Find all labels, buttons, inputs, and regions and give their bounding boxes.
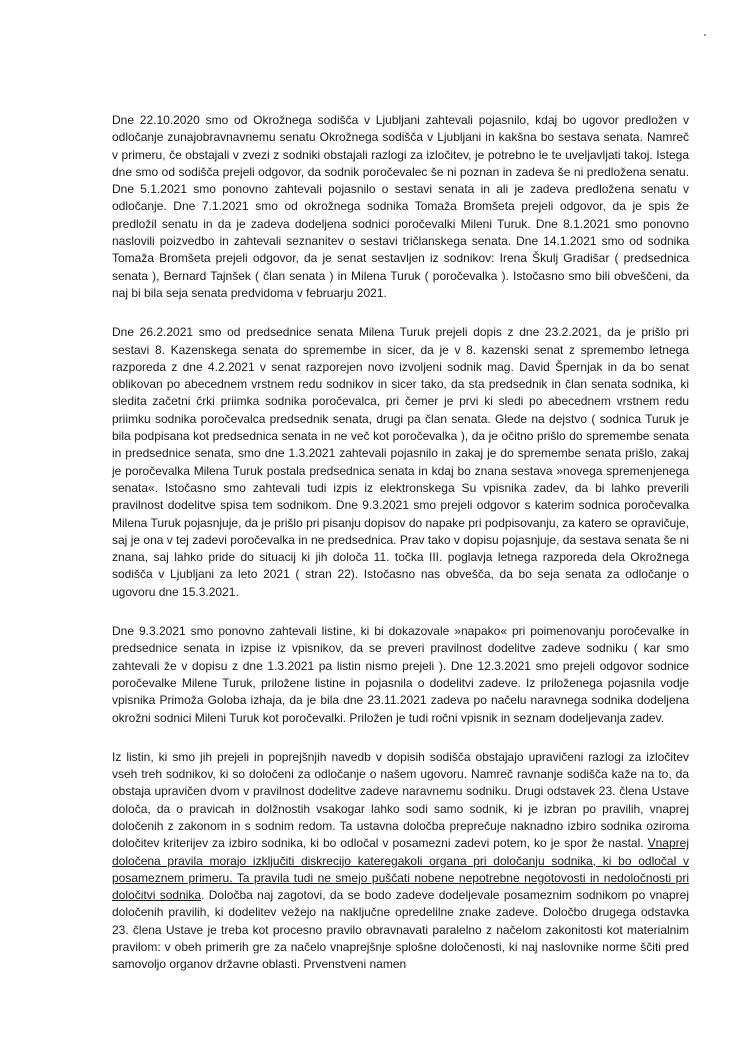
paragraph-4 bbox=[112, 749, 689, 974]
paragraph-1: Dne 22.10.2020 smo od Okrožnega sodišča v Ljubljani zahtevali pojasnilo, kdaj bo ugovor predložen v odločanje zunajobravnavnemu senatu Okrožnega sodišča v Ljubljani in kakšna bo sestava senata. Namreč v primeru, če obstajali v zvezi z sodniki obstajali razlogi za izločitev, je potrebno le te uveljavljati takoj. Istega dne smo od sodišča prejeli odgovor, da sodnik poročevalec še ni poznan in zadeva še ni predložena senatu. Dne 5.1.2021 smo ponovno zahtevali pojasnilo o sestavi senata in ali je zadeva predložena senatu v odločanje. Dne 7.1.2021 smo od okrožnega sodnika Tomaža Bromšeta prejeli odgovor, da je spis že predložil senatu in da je zadeva dodeljena sodnici poročevalki Mileni Turuk. Dne 8.1.2021 smo ponovno naslovili poizvedbo in zahtevali seznanitev o sestavi tričlanskega senata. Dne 14.1.2021 smo od sodnika Tomaža Bromšeta prejeli odgovor, da je senat sestavljen iz sodnikov: Irena Škulj Gradišar ( predsednica senata ), Bernard Tajnšek ( član senata ) in Milena Turuk ( poročevalka ). Istočasno smo bili obveščeni, da naj bi bila seja senata predvidoma v februarju 2021. bbox=[112, 113, 689, 300]
scan-speck bbox=[704, 34, 706, 36]
document-body bbox=[112, 112, 689, 996]
paragraph-2: Dne 26.2.2021 smo od predsednice senata Milena Turuk prejeli dopis z dne 23.2.2021, da je prišlo pri sestavi 8. Kazenskega senata do spremembe in sicer, da je v 8. kazenski senat z spremembo letnega razporeda z dne 4.2.2021 v senat razporejen novo izvoljeni sodnik mag. David Špernjak in da bo senat oblikovan po abecednem vrstnem redu sodnikov in sicer tako, da sta predsednik in član senata sodnika, ki sledita začetni črki priimka sodnika poročevalca, pri čemer je prvi ki sledi po abecednem vrstnem redu priimku sodnika poročevalca predsednik senata, drugi pa član senata. Glede na dejstvo ( sodnica Turuk je bila podpisana kot predsednica senata in ne več kot poročevalka ), da je očitno prišlo do spremembe senata in predsednice senata, smo dne 1.3.2021 zahtevali pojasnilo in zakaj je do spremembe senata prišlo, zakaj je poročevalka Milena Turuk postala predsednica senata in kdaj bo znana sestava »novega spremenjenega senata«. Istočasno smo zahtevali tudi izpis iz elektronskega Su vpisnika zadev, da bi lahko preverili pravilnost dodelitve spisa tem sodnikom. Dne 9.3.2021 smo prejeli odgovor s katerim sodnica poročevalka Milena Turuk pojasnjuje, da je prišlo pri pisanju dopisov do napake pri podpisovanju, za katero se opravičuje, saj je ona v tej zadevi poročevalka in ne predsednica. Prav tako v dopisu pojasnjuje, da sestava senata še ni znana, saj lahko pride do situacij ki jih določa 11. točka III. poglavja letnega razporeda dela Okrožnega sodišča v Ljubljani za leto 2021 ( stran 22). Istočasno nas obvešča, da bo seja senata za odločanje o ugovoru dne 15.3.2021. bbox=[112, 325, 690, 599]
paragraph-4-underlined-text: Vnaprej določena pravila morajo izključiti diskrecijo kateregakoli organa pri določanju sodnika, ki bo odločal v posameznem primeru. Ta pravila tudi ne smejo puščati nobene nepotrebne negotovosti in nedoločnosti pri določitvi sodnika bbox=[112, 836, 689, 903]
paragraph-4-text-after: . Določba naj zagotovi, da se bodo zadeve dodeljevale posameznim sodnikom po vnaprej določenih pravilih, ki dodelitev vežejo na naključne opredelilne znake zadeve. Določbo drugega odstavka 23. člena Ustave je treba kot procesno pravilo obravnavati paralelno z načelom zakonitosti kot materialnim pravilom: v obeh primerih gre za načelo vnaprejšnje splošne določenosti, ki naj naslovnike norme ščiti pred samovoljo organov državne oblasti. Prvenstveni namen bbox=[112, 888, 689, 972]
paragraph-3: Dne 9.3.2021 smo ponovno zahtevali listine, ki bi dokazovale »napako« pri poimenovanju poročevalke in predsednice senata in izpise iz vpisnikov, da se preveri pravilnost dodelitve zadeve sodniku ( kar smo zahtevali že v dopisu z dne 1.3.2021 pa listin nismo prejeli ). Dne 12.3.2021 smo prejeli odgovor sodnice poročevalke Milene Turuk, priložene listine in pojasnila o dodelitvi zadeve. Iz priloženega pojasnila vodje vpisnika Primoža Goloba izhaja, da je bila dne 23.11.2021 zadeva po načelu naravnega sodnika dodeljena okrožni sodnici Mileni Turuk kot poročevalki. Priložen je tudi ročni vpisnik in seznam dodeljevanja zadev. bbox=[112, 624, 689, 725]
paragraph-4-text-before: Iz listin, ki smo jih prejeli in poprejšnjih navedb v dopisih sodišča obstajajo upravičeni razlogi za izločitev vseh treh sodnikov, ki so določeni za odločanje o našem ugovoru. Namreč ravnanje sodišča kaže na to, da obstaja upravičen dvom v pravilnost dodelitve zadeve naravnemu sodniku. Drugi odstavek 23. člena Ustave določa, da o pravicah in dolžnostih vsakogar lahko sodi samo sodnik, ki je izbran po pravilih, vnaprej določenih z zakonom in s sodnim redom. Ta ustavna določba preprečuje naknadno izbiro sodnika oziroma določitev kriterijev za izbiro sodnika, ki bo odločal v posamezni zadevi potem, ko je spor že nastal. bbox=[112, 749, 689, 851]
